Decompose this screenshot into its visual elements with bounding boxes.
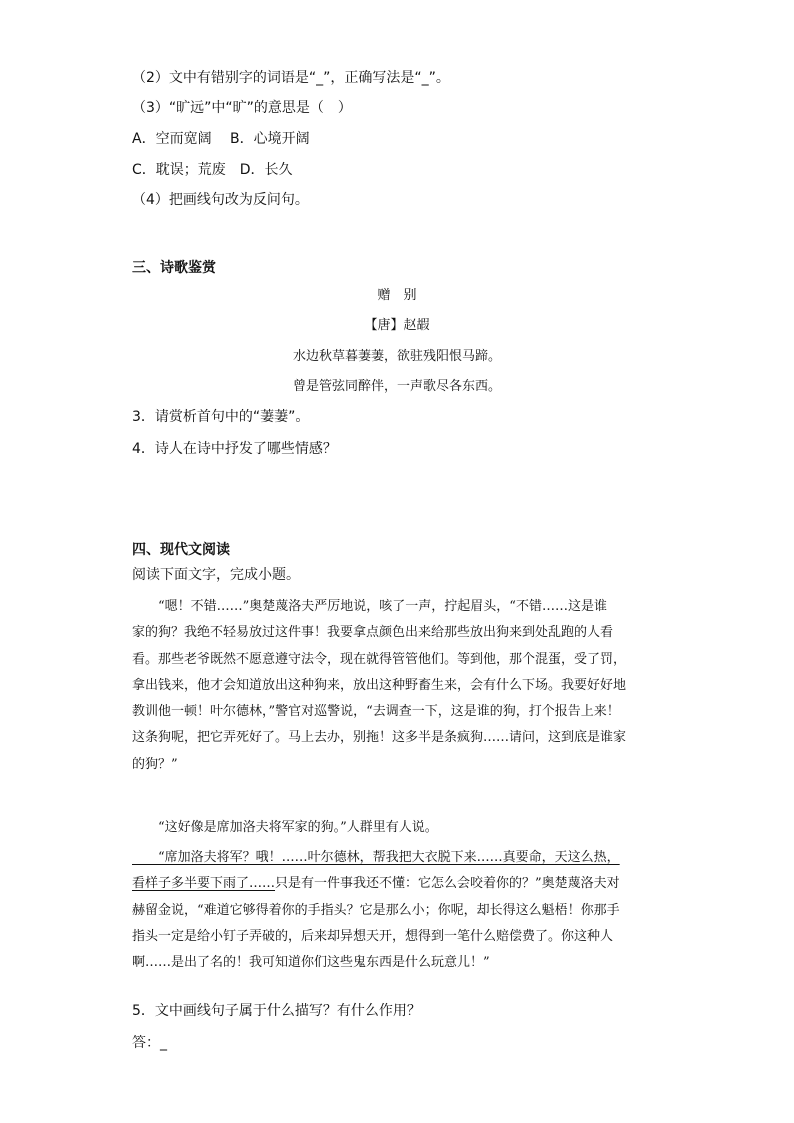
poem-line-1: 水边秋草暮萋萋，欲驻残阳恨马蹄。 [292,349,501,364]
passage-line: 家的狗？我绝不轻易放过这件事！我要拿点颜色出来给那些放出狗来到处乱跑的人看 [132,625,614,641]
question-3-appreciate: 3．请赏析首句中的“萋萋”。 [132,409,310,425]
passage-text: 只是有一件事我还不懂：它怎么会咬着你的？”奥楚蔑洛夫对 [275,876,620,892]
passage-paragraph-2 [132,818,677,844]
underlined-sentence-end: 看样子多半要下雨了…… [132,876,276,892]
option-a-b: A．空而宽阔 B．心境开阔 [132,131,310,147]
question-4-emotions: 4．诗人在诗中抒发了哪些情感？ [132,441,337,457]
passage-line: 拿出钱来，他才会知道放出这种狗来，放出这种野畜生来，会有什么下场。我要好好地 [132,677,627,693]
answer-blank[interactable]: 答：_ [132,1035,167,1051]
poem-author: 【唐】赵嘏 [364,318,430,333]
section-3-heading: 三、诗歌鉴赏 [132,260,216,276]
question-4-rhetorical: （4）把画线句改为反问句。 [132,192,309,208]
question-3-meaning: （3）“旷远”中“旷”的意思是（ ） [132,100,352,116]
passage-line: “嗯！不错……”奥楚蔑洛夫严厉地说，咳了一声，拧起眉头，“不错……这是谁 [132,599,607,614]
passage-line: 看。那些老爷既然不愿意遵守法令，现在就得管管他们。等到他，那个混蛋，受了罚， [132,651,627,667]
passage-line: 这条狗呢，把它弄死好了。马上去办，别拖！这多半是条疯狗……请问，这到底是谁家 [132,730,627,746]
passage-line: 教训他一顿！叶尔德林，”警官对巡警说，“去调查一下，这是谁的狗，打个报告上来！ [132,704,620,720]
passage-paragraph-1 [132,597,677,781]
poem-line-2: 曾是管弦同醉伴，一声歌尽各东西。 [292,379,501,394]
passage-line: 的狗？” [132,756,178,772]
passage-line-mixed [132,874,677,900]
underlined-sentence-line: “席加洛夫将军？哦！……叶尔德林，帮我把大衣脱下来……真要命，天这么热， [132,850,620,865]
section-4-heading: 四、现代文阅读 [132,542,230,558]
option-c-d: C．耽误；荒废 D．长久 [132,162,293,178]
passage-paragraph-3 [132,848,677,979]
question-5-description: 5．文中画线句子属于什么描写？有什么作用？ [132,1003,421,1019]
question-2-typo: （2）文中有错别字的词语是“_”，正确写法是“_”。 [132,70,450,86]
poem-title: 赠 别 [377,288,417,303]
passage-line: 啊……是出了名的！我可知道你们这些鬼东西是什么玩意儿！” [132,955,490,971]
reading-intro: 阅读下面文字，完成小题。 [132,567,300,583]
passage-line: “这好像是席加洛夫将军家的狗。”人群里有人说。 [132,820,438,835]
passage-line: 指头一定是给小钉子弄破的，后来却异想天开，想得到一笔什么赔偿费了。你这种人 [132,928,614,944]
passage-line: 赫留金说，“难道它够得着你的手指头？它是那么小；你呢，却长得这么魁梧！你那手 [132,902,620,918]
